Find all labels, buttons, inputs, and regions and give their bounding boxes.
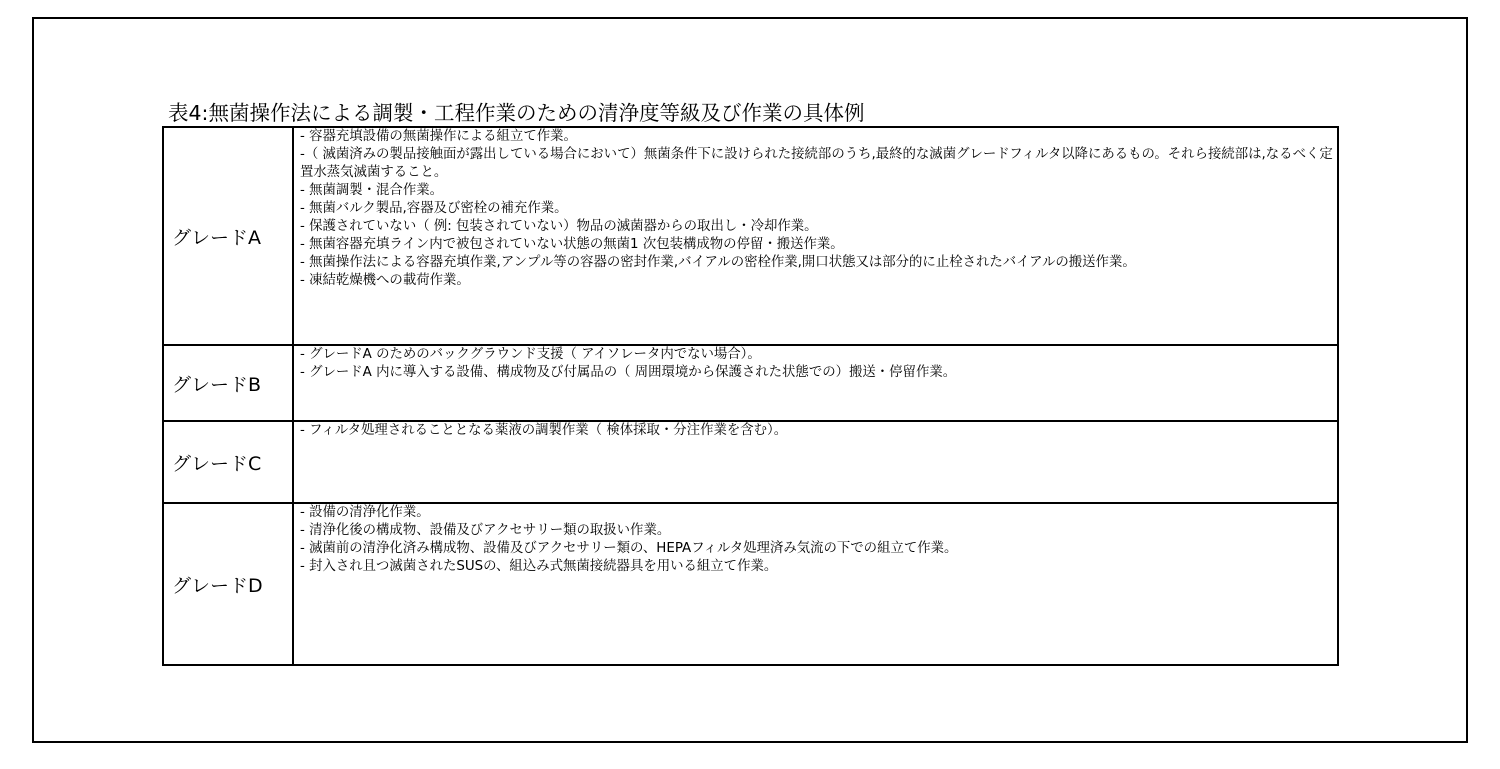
grade-label: グレードC	[164, 422, 294, 502]
list-item: - 設備の清浄化作業。	[300, 505, 430, 520]
list-item: - 無菌容器充填ライン内で被包されていない状態の無菌1 次包装構成物の停留・搬送作業。	[300, 237, 844, 252]
list-item: - 無菌バルク製品,容器及び密栓の補充作業。	[300, 201, 568, 216]
list-item: - 保護されていない（ 例: 包装されていない）物品の滅菌器からの取出し・冷却作業。	[300, 219, 818, 234]
grade-row-a	[164, 128, 1337, 346]
grade-table	[162, 126, 1339, 666]
list-item: - 滅菌前の清浄化済み構成物、設備及びアクセサリー類の、HEPAフィルタ処理済み気流の下での組立て作業。	[300, 541, 958, 556]
list-item: -（ 滅菌済みの製品接触面が露出している場合において）無菌条件下に設けられた接続部のうち,最終的な滅菌グレードフィルタ以降にあるもの。それら接続部は,なるべく定置水蒸気滅菌すること。	[300, 147, 1333, 180]
grade-items	[300, 346, 1333, 382]
grade-label: グレードB	[164, 346, 294, 420]
grade-items	[300, 422, 1333, 440]
grade-row-d	[164, 504, 1337, 664]
grade-label: グレードA	[164, 128, 294, 344]
list-item: - フィルタ処理されることとなる薬液の調製作業（ 検体採取・分注作業を含む）。	[300, 423, 788, 438]
grade-row-b	[164, 346, 1337, 422]
grade-label: グレードD	[164, 504, 294, 664]
list-item: - 無菌操作法による容器充填作業,アンプル等の容器の密封作業,バイアルの密栓作業,開口状態又は部分的に止栓されたバイアルの搬送作業。	[300, 255, 1136, 270]
list-item: - 容器充填設備の無菌操作による組立て作業。	[300, 129, 577, 144]
list-item: - 凍結乾燥機への載荷作業。	[300, 273, 470, 288]
grade-items	[300, 504, 1333, 576]
table-title: 表4:無菌操作法による調製・工程作業のための清浄度等級及び作業の具体例	[168, 101, 865, 125]
list-item: - グレードA 内に導入する設備、構成物及び付属品の（ 周囲環境から保護された状態での）搬送・停留作業。	[300, 365, 957, 380]
grade-row-c	[164, 422, 1337, 504]
list-item: - 無菌調製・混合作業。	[300, 183, 443, 198]
list-item: - 清浄化後の構成物、設備及びアクセサリー類の取扱い作業。	[300, 523, 671, 538]
list-item: - 封入され且つ滅菌されたSUSの、組込み式無菌接続器具を用いる組立て作業。	[300, 559, 778, 574]
list-item: - グレードA のためのバックグラウンド支援（ アイソレータ内でない場合）。	[300, 347, 761, 362]
grade-items	[300, 128, 1333, 290]
